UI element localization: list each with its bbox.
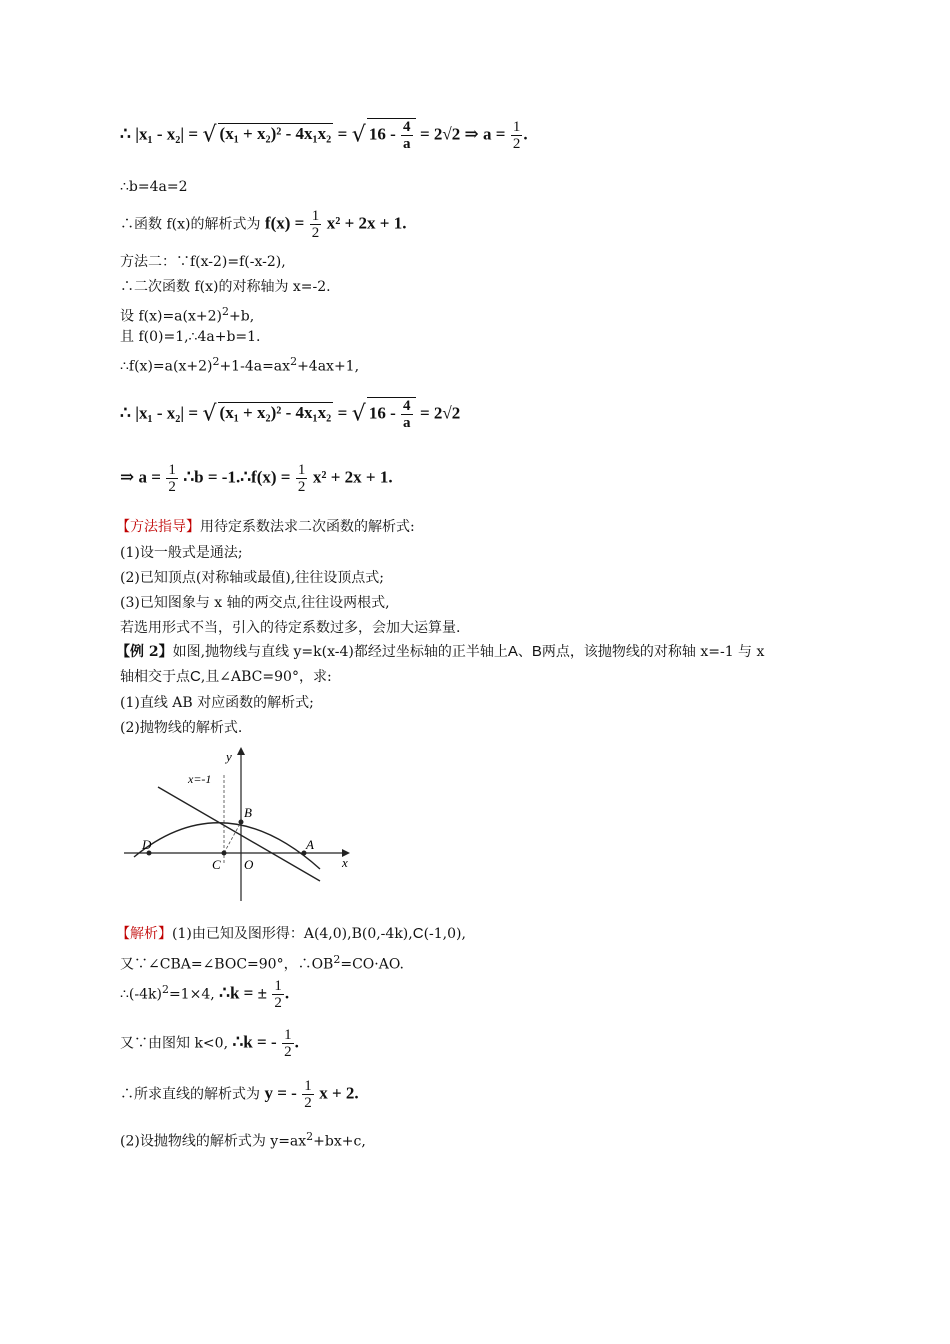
solution-line-4: 又∵由图知 k<0, ∴k = - $\frac{1}{2}$ . <box>120 1027 299 1060</box>
point-c <box>222 851 227 856</box>
y-label: y <box>226 749 232 764</box>
text-line-2: ∴b=4a=2 <box>120 179 188 195</box>
label-b: B <box>244 805 252 820</box>
text-line-6: 设 $f(x)=a(x+2)^2+b$, <box>120 305 255 325</box>
x-label: x <box>342 855 348 870</box>
method-item-4: 若选用形式不当，引入的待定系数过多，会加大运算量. <box>120 620 461 636</box>
label-a: A <box>306 837 314 852</box>
solution-line-6: (2)设抛物线的解析式为 $y=ax^2+bx+c$, <box>120 1130 366 1150</box>
formula-line-1: ∴ |x₁ - x₂| = √ (x₁ + x₂)² - 4x₁x₂ = √ 16 - $\frac{4}{a}$ = 2√2 ⇒ a = $\frac{1}{2}$ . <box>120 118 528 152</box>
text-line-5: ∴二次函数 f(x)的对称轴为 x=-2. <box>120 279 331 295</box>
example-2: 【例 2】如图,抛物线与直线 y=k(x-4)都经过坐标轴的正半轴上A、B两点，该抛物线的对称轴 x=-1 与 x <box>116 643 765 660</box>
method-guide: 【方法指导】用待定系数法求二次函数的解析式: <box>116 519 415 535</box>
question-2: (2)抛物线的解析式. <box>120 720 243 736</box>
sqrt-sign: √ <box>202 122 217 148</box>
point-b <box>239 820 244 825</box>
parabola-figure <box>120 745 352 901</box>
solution-line-5: ∴所求直线的解析式为 y = - $\frac{1}{2}$ x + 2. <box>120 1078 359 1111</box>
formula-line-3: ∴函数 f(x)的解析式为 f(x) = $\frac{1}{2}$ x² + 2x + 1. <box>120 208 407 241</box>
question-1: (1)直线 AB 对应函数的解析式; <box>120 695 314 711</box>
example-2-cont: 轴相交于点C,且∠ABC=90°，求: <box>120 668 332 685</box>
solution: 【解析】(1)由已知及图形得：A(4,0),B(0,-4k),C(-1,0), <box>116 925 466 942</box>
method-item-3: (3)已知图象与 x 轴的两交点,往往设两根式, <box>120 595 390 611</box>
label-o: O <box>244 857 254 872</box>
axis-eq-label: x=-1 <box>188 772 212 786</box>
text-line-8: $\therefore f(x)=a(x+2)^2+1-4a=ax^2+4ax+1$, <box>120 355 360 375</box>
method-item-1: (1)设一般式是通法; <box>120 545 243 561</box>
label-d: D <box>142 837 152 852</box>
figure-bg <box>120 745 352 901</box>
text-line-4: 方法二：∵f(x-2)=f(-x-2), <box>120 254 286 270</box>
text-line-7: 且 f(0)=1,∴4a+b=1. <box>120 329 261 345</box>
label-c: C <box>212 857 221 872</box>
sqrt-sign: √ <box>351 122 366 148</box>
solution-line-3: $\therefore(-4k)^2=1\times 4$, ∴k = ± $\frac{1}{2}$ . <box>120 978 290 1011</box>
formula-line-10: ⇒ a = $\frac{1}{2}$ ∴b = -1.∴f(x) = $\frac{1}{2}$ x² + 2x + 1. <box>120 462 393 495</box>
solution-line-2: 又∵∠CBA=∠BOC=90°，$\therefore OB^2=CO\cdot AO$. <box>120 953 404 973</box>
method-item-2: (2)已知顶点(对称轴或最值),往往设顶点式; <box>120 570 384 586</box>
formula-line-9: ∴ |x₁ - x₂| = √ (x₁ + x₂)² - 4x₁x₂ = √ 16 - $\frac{4}{a}$ = 2√2 <box>120 398 461 431</box>
